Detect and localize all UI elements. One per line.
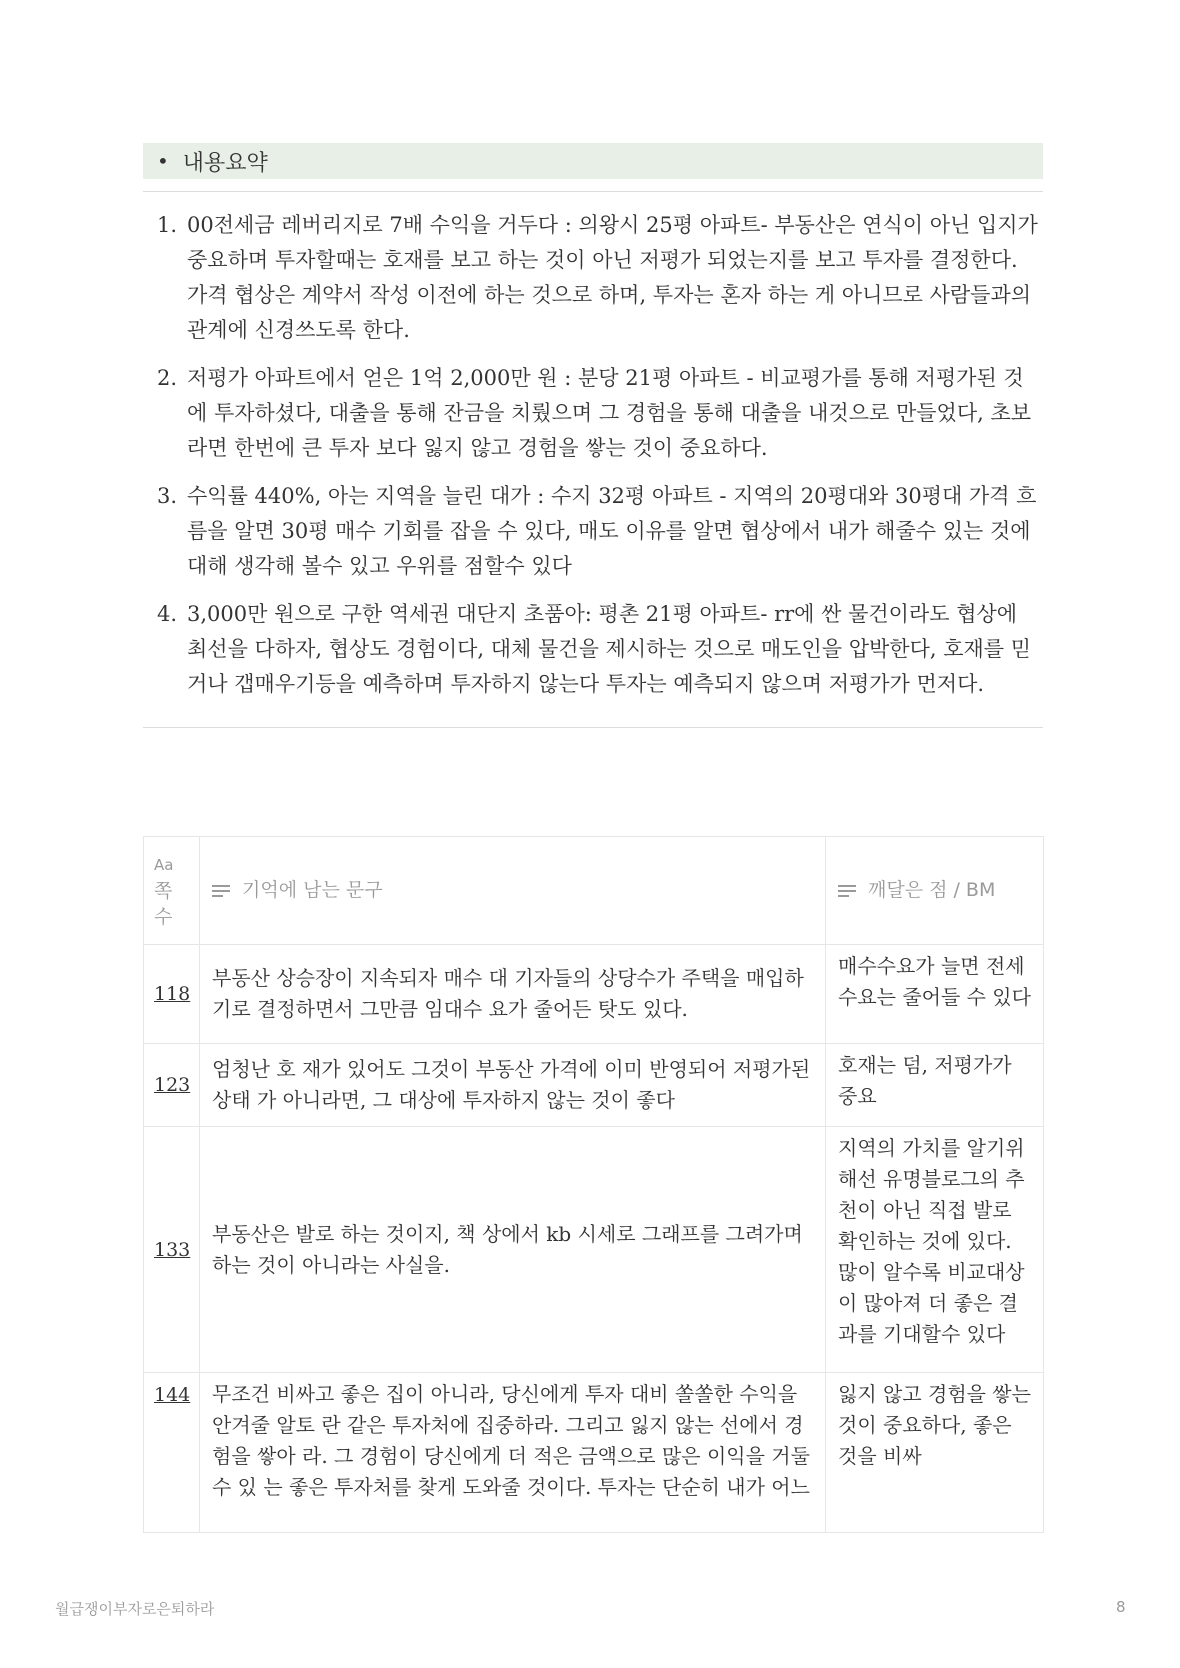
column-header-insight-label: 깨달은 점 / BM bbox=[868, 879, 996, 901]
text-property-icon: Aa bbox=[154, 855, 174, 874]
table-row bbox=[144, 1127, 1044, 1373]
summary-item: 저평가 아파트에서 얻은 1억 2,000만 원 : 분당 21평 아파트 - 비교평가를 통해 저평가된 것에 투자하셨다, 대출을 통해 잔금을 치뤘으며 그 경험을 통해 대출을 내것으로 만들었다, 초보라면 한번에 큰 투자 보다 잃지 않고 경험을 쌓는 것이 중요하다. bbox=[187, 366, 1032, 460]
summary-list bbox=[143, 192, 1043, 727]
page-cell[interactable] bbox=[144, 1127, 200, 1373]
table-header-row bbox=[144, 837, 1044, 945]
divider bbox=[143, 727, 1043, 728]
column-header-phrase-label: 기억에 남는 문구 bbox=[242, 879, 383, 901]
insight-cell: 지역의 가치를 알기위해선 유명블로그의 추천이 아닌 직접 발로 확인하는 것에 있다. 많이 알수록 비교대상이 많아져 더 좋은 결과를 기대할수 있다 bbox=[826, 1127, 1044, 1373]
memo-table bbox=[143, 836, 1044, 1533]
phrase-cell: 부동산 상승장이 지속되자 매수 대 기자들의 상당수가 주택을 매입하기로 결정하면서 그만큼 임대수 요가 줄어든 탓도 있다. bbox=[200, 945, 826, 1044]
phrase-cell: 부동산은 발로 하는 것이지, 책 상에서 kb 시세로 그래프를 그려가며 하는 것이 아니라는 사실을. bbox=[200, 1127, 826, 1373]
phrase-cell: 무조건 비싸고 좋은 집이 아니라, 당신에게 투자 대비 쏠쏠한 수익을 안겨줄 알토 란 같은 투자처에 집중하라. 그리고 잃지 않는 선에서 경험을 쌓아 라. 그 경험이 당신에게 더 적은 금액으로 많은 이익을 거둘 수 있 는 좋은 투자처를 찾게 도와줄 것이다. 투자는 단순히 내가 어느 bbox=[200, 1373, 826, 1533]
column-header-insight[interactable] bbox=[826, 837, 1044, 945]
insight-cell: 매수수요가 늘면 전세 수요는 줄어들 수 있다 bbox=[826, 945, 1044, 1044]
text-lines-icon bbox=[212, 885, 230, 897]
table-row bbox=[144, 945, 1044, 1044]
text-lines-icon bbox=[838, 885, 856, 897]
phrase-cell: 엄청난 호 재가 있어도 그것이 부동산 가격에 이미 반영되어 저평가된 상태 가 아니라면, 그 대상에 투자하지 않는 것이 좋다 bbox=[200, 1044, 826, 1127]
table-row bbox=[144, 1044, 1044, 1127]
summary-item: 수익률 440%, 아는 지역을 늘린 대가 : 수지 32평 아파트 - 지역의 20평대와 30평대 가격 흐름을 알면 30평 매수 기회를 잡을 수 있다, 매도 이유를 알면 협상에서 내가 해줄수 있는 것에 대해 생각해 볼수 있고 우위를 점할수 있다 bbox=[187, 484, 1037, 578]
footer-page-number: 8 bbox=[1116, 1598, 1126, 1616]
page-link[interactable]: 118 bbox=[154, 983, 191, 1005]
page-cell[interactable] bbox=[144, 1373, 200, 1533]
summary-toggle-header[interactable] bbox=[143, 143, 1043, 179]
column-header-page-label: 쪽수 bbox=[154, 879, 173, 928]
summary-item: 3,000만 원으로 구한 역세권 대단지 초품아: 평촌 21평 아파트- rr에 싼 물건이라도 협상에 최선을 다하자, 협상도 경험이다, 대체 물건을 제시하는 것으로 매도인을 압박한다, 호재를 믿거나 갭매우기등을 예측하며 투자하지 않는다 투자는 예측되지 않으며 저평가가 먼저다. bbox=[187, 602, 1032, 696]
footer-document-title: 월급쟁이부자로은퇴하라 bbox=[55, 1600, 215, 1618]
page-link[interactable]: 133 bbox=[154, 1238, 191, 1261]
page-cell[interactable] bbox=[144, 1044, 200, 1127]
page-cell[interactable] bbox=[144, 945, 200, 1044]
summary-item: 00전세금 레버리지로 7배 수익을 거두다 : 의왕시 25평 아파트- 부동산은 연식이 아닌 입지가 중요하며 투자할때는 호재를 보고 하는 것이 아닌 저평가 되었는지를 보고 투자를 결정한다. 가격 협상은 계약서 작성 이전에 하는 것으로 하며, 투자는 혼자 하는 게 아니므로 사람들과의 관계에 신경쓰도록 한다. bbox=[187, 213, 1038, 342]
column-header-page[interactable] bbox=[144, 837, 200, 945]
summary-section bbox=[143, 143, 1043, 728]
bullet-icon: • bbox=[157, 149, 169, 173]
page-link[interactable]: 123 bbox=[154, 1074, 191, 1096]
insight-cell: 잃지 않고 경험을 쌓는 것이 중요하다, 좋은 것을 비싸 bbox=[826, 1373, 1044, 1533]
page-link[interactable]: 144 bbox=[154, 1384, 191, 1406]
column-header-phrase[interactable] bbox=[200, 837, 826, 945]
table-row bbox=[144, 1373, 1044, 1533]
summary-header-label: 내용요약 bbox=[182, 150, 268, 176]
insight-cell: 호재는 덤, 저평가가 중요 bbox=[826, 1044, 1044, 1127]
